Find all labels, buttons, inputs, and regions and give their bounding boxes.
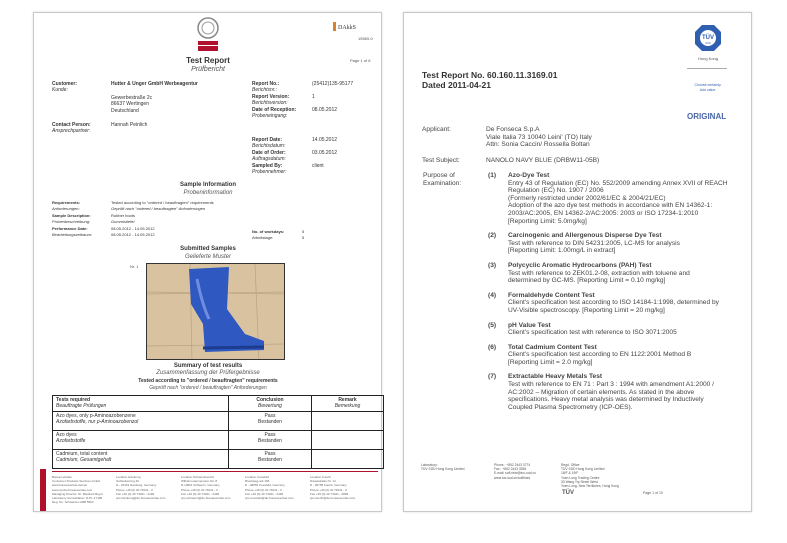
sample-info-heading-de: Probeninformation bbox=[183, 190, 233, 196]
field-date-of-reception: Date of Reception: Probeneingang: 08.05.2012 bbox=[252, 107, 338, 120]
footer-red-bar bbox=[40, 469, 46, 511]
tuv-region: Hong Kong bbox=[697, 56, 718, 61]
footer-col-hamburg: Location Hamburg Oehleckerring 40 D - 22419 Hamburg, Germany Phone +49 (0) 40 74041 - 0 Fax +49 (0) 40 74041 - 2199 cps-hamburg@de.bureauveritas.com bbox=[116, 475, 166, 501]
footer-office: Regd. Office: TÜV SÜD Hong Kong Limited 18/F & 19/F Yuen Long Trading Centre 33 Wang Yip Street West Yuen Long, New Territories, Hong Kong bbox=[561, 463, 619, 489]
accreditation-number: 15569-0 bbox=[358, 36, 373, 41]
dakks-logo bbox=[333, 20, 373, 32]
field-report-date: Report Date: Berichtsdatum: 14.05.2012 bbox=[252, 137, 338, 150]
test-item: (1) Azo-Dye Test Entry 43 of Regulation (EC) No. 552/2009 amending Annex XVII of REACH Regulation (EC) No. 1907 / 2006 (Formerly restricted under 2002/61/EC & 2004/21/EC) Adoption of the azo dye test methods in accordance with EN 14362-1: 2003/AC:2005, EN 14362-2/AC:2005: 2003 or ISO 17234-1:2010 [Reporting Limit: 5.0mg/kg] bbox=[488, 172, 728, 225]
submitted-samples-heading: Submitted Samples bbox=[180, 246, 236, 252]
svg-text:SÜD: SÜD bbox=[705, 42, 711, 45]
page-indicator-right: Page 1 of 10 bbox=[643, 491, 663, 495]
sample-info-values: Tested according to "ordered / beauftragten" requirements Geprüft nach "ordered / beauftragten" Anforderungen Rubber boots Gummistiefel 08.05.2012 - 14.05.2012 08.05.2012 - 14.05.2012 bbox=[111, 200, 214, 237]
test-item: (4) Formaldehyde Content Test Client's specification test according to ISO 14184-1:1998, determined by UV-Visible spectroscopy. [Reporting Limit = 20 mg/kg] bbox=[488, 291, 719, 314]
table-row: Cadmium, total content Cadmium, Gesamtgehalt Pass Bestanden bbox=[53, 450, 384, 469]
test-item: (2) Carcinogenic and Allergenous Disperse Dye Test Test with reference to DIN 54231:2005, LC-MS for analysis [Reporting Limit: 1.00mg/L in extract] bbox=[488, 232, 680, 255]
submitted-samples-heading-de: Gelieferte Muster bbox=[184, 254, 232, 260]
contact-person: Hannah Peinlich bbox=[111, 122, 148, 128]
applicant-value: De Fonseca S.p.A Viale Italia 73 10040 Leini' (TO) Italy Attn: Sonia Caccin/ Rossella Boltan bbox=[486, 126, 592, 149]
purpose-label: Purpose of Examination: bbox=[423, 172, 462, 187]
svg-text:DAkkS: DAkkS bbox=[338, 25, 357, 31]
original-stamp: ORIGINAL bbox=[687, 112, 727, 121]
report-fields bbox=[252, 81, 354, 176]
logo-divider bbox=[687, 68, 727, 69]
page-indicator: Page 1 of 6 bbox=[350, 58, 371, 63]
report-title: Test Report bbox=[186, 56, 230, 65]
table-header-row: Tests required Beauftragte Prüfungen Conclusion Bewertung Remark Bemerkung bbox=[53, 396, 384, 412]
contact-label: Contact Person: Ansprechpartner: bbox=[52, 122, 91, 135]
summary-subheading-de: Geprüft nach "ordered / beauftragten" Anforderungen bbox=[149, 385, 267, 391]
footer-lab: Laboratory: TÜV SÜD Hong Kong Limited bbox=[421, 463, 465, 472]
summary-subheading: Tested according to "ordered / beauftragten" requirements bbox=[138, 378, 278, 384]
summary-heading-de: Zusammenfassung der Prüfergebnisse bbox=[156, 370, 260, 376]
test-item: (3) Polycyclic Aromatic Hydrocarbons (PAH) Test Test with reference to ZEK01.2-08, extraction with toluene and determined by GC-MS. [Reporting Limit = 0.10 mg/kg] bbox=[488, 261, 690, 285]
sample-photo-rubber-boot bbox=[146, 263, 285, 360]
customer-name: Hutter & Unger GmbH Werbeagentur bbox=[111, 81, 198, 87]
workdays-label: No. of workdays: Arbeitstage: bbox=[252, 229, 285, 240]
field-date-of-order: Date of Order: Auftragsdatum: 03.05.2012 bbox=[252, 150, 338, 163]
tuv-slogan: Choose certainty. Add value. bbox=[694, 83, 722, 92]
test-list bbox=[488, 172, 748, 411]
report-number-title: Test Report No. 60.160.11.3169.01 bbox=[422, 70, 558, 80]
applicant-label: Applicant: bbox=[422, 126, 451, 133]
footer-col-coesfeld: Location Coesfeld Brookweg-ark 106 D - 48653 Coesfeld, Germany Phone +49 (0) 40 74041 - 0 Fax +49 (0) 40 74041 - 2499 cps-coesfeld@de.bureauveritas.com bbox=[245, 475, 294, 501]
tuv-logo bbox=[694, 24, 722, 52]
summary-heading: Summary of test results bbox=[173, 363, 243, 369]
footer-col-fuerth: Location Fuerth Dieselstraße Nr. 14 D - 90765 Fuerth, Germany Phone +49 (0) 40 74041 - 0 Fax +49 (0) 40 74041 - 2899 cps-fuerth@de.bureauveritas.com bbox=[310, 475, 356, 501]
footer-divider bbox=[52, 471, 378, 472]
sample-info-heading: Sample Information bbox=[179, 182, 236, 188]
test-subject-value: NANOLO NAVY BLUE (DRBW11-05B) bbox=[486, 157, 600, 164]
footer-contact: Phone : +852 2443 3774 Fax : +852 2443 3355 E-mail: sofl.new@tuv-sud.co www.tuv-sud.cn/softlines bbox=[494, 463, 536, 480]
report-date: Dated 2011-04-21 bbox=[422, 80, 491, 90]
sample-number: Nr. 1 bbox=[130, 264, 139, 269]
footer-col-schwentinental: Location Schwentinental Wilhelm-Hennemann-Str. 8 D-19061 Schwerin, Germany Phone +49 (0) 40 74041 - 0 Fax +49 (0) 40 74041 - 2499 cps-schwerin@de.bureauveritas.com bbox=[181, 475, 231, 501]
field-report-no: Report No.: Berichtsnr.: (25412)135-95177 bbox=[252, 81, 354, 94]
test-item: (5) pH Value Test Client's specification test with reference to ISO 3071:2005 bbox=[488, 321, 677, 337]
customer-address: Gewerbestraße 2c 86637 Wertingen Deutschland bbox=[111, 95, 153, 114]
workdays-value: 5 5 bbox=[302, 229, 305, 240]
sample-info-labels: Requirements: Anforderungen: Sample Description: Probenbeschreibung: Performance Date: Bearbeitungszeitraum: bbox=[52, 200, 93, 237]
table-row: Azo dyes Azofarbstoffe Pass Bestanden bbox=[53, 431, 384, 450]
test-item: (6) Total Cadmium Content Test Client's specification test according to EN 1122:2001 Method B [Reporting Limit = 2.0 mg/kg] bbox=[488, 343, 692, 366]
customer-label: Customer: Kunde: bbox=[52, 81, 78, 94]
test-subject-label: Test Subject: bbox=[422, 157, 460, 164]
report-title-de: Prüfbericht bbox=[191, 66, 225, 73]
table-row: Azo dyes, only p-Aminoazobenzene Azofarbstoffe, nur p-Aminoazobenzol Pass Bestanden bbox=[53, 412, 384, 431]
tuv-footer-mark: TÜV bbox=[562, 490, 574, 496]
summary-table bbox=[52, 395, 384, 469]
field-report-version: Report Version: Berichtsversion: 1 bbox=[252, 94, 315, 107]
svg-text:TÜV: TÜV bbox=[702, 35, 714, 41]
footer-col-company: Bureau Veritas Consumer Products Services GmbH www.bureauveritas.de/cps www.cpsbv.bureauveritas.com Managing Director: Dr. Manfred Meyer Laboratory Accreditation: D-PL-17186 Reg. No. Schwarzer HRB 5964 bbox=[52, 475, 104, 505]
bureau-veritas-logo bbox=[197, 17, 219, 53]
test-item: (7) Extractable Heavy Metals Test Test with reference to EN 71 : Part 3 : 1994 with amendment A1:2000 / AC:2002 – Migration of certain elements. As stated in the above specifications. Heavy metal analysis was determined by Inductively Coupled Plasma Spectrometry (ICP-OES). bbox=[488, 373, 714, 411]
field-sampled-by: Sampled By: Probennehmer: client bbox=[252, 163, 324, 176]
